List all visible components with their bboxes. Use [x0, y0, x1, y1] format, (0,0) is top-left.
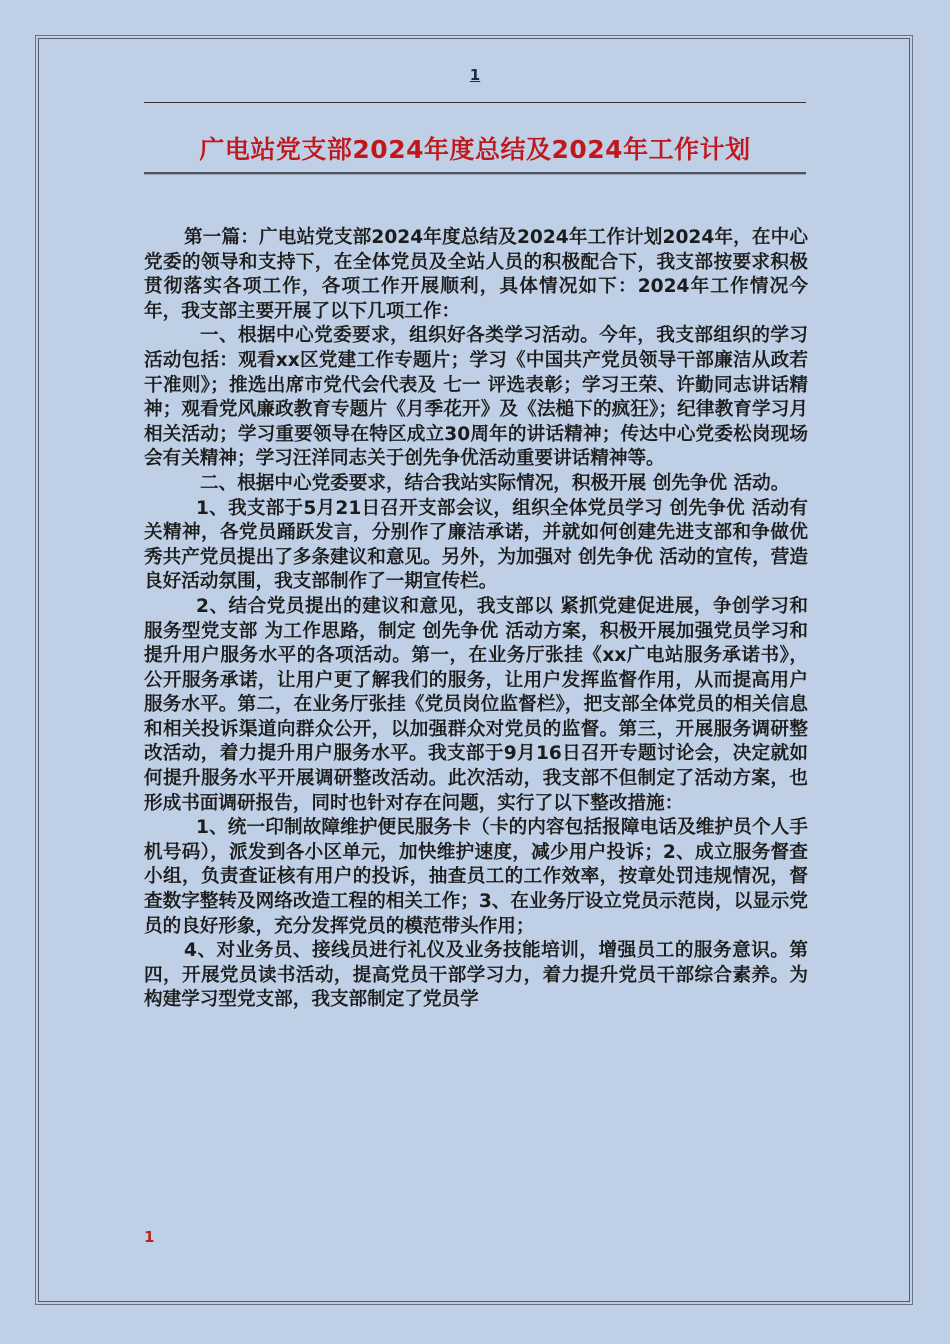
footer-page-number: 1: [144, 1228, 155, 1246]
paragraph-measures: 1、统一印制故障维护便民服务卡（卡的内容包括报障电话及维护员个人手机号码），派发到各小区单元，加快维护速度，减少用户投诉；2、成立服务督查小组，负责查证核有用户的投诉，抽查员工的工作效率，按章处罚违规情况，督查数字整转及网络改造工程的相关工作；3、在业务厅设立党员示范岗，以显示党员的良好形象，充分发挥党员的模范带头作用；: [144, 817, 808, 937]
paragraph-section-two: 二、根据中心党委要求，结合我站实际情况，积极开展 创先争优 活动。: [200, 472, 790, 494]
document-body: [144, 226, 808, 1013]
paragraph-item-four: 4、对业务员、接线员进行礼仪及业务技能培训，增强员工的服务意识。第四，开展党员读书活动，提高党员干部学习力，着力提升党员干部综合素养。为构建学习型党支部，我支部制定了党员学: [144, 940, 808, 1011]
document-title: 广电站党支部2024年度总结及2024年工作计划: [199, 135, 751, 164]
paragraph-item-two: 2、结合党员提出的建议和意见，我支部以 紧抓党建促进展，争创学习和服务型党支部 为工作思路，制定 创先争优 活动方案，积极开展加强党员学习和 提升用户服务水平的各项活动。第一，在业务厅张挂《xx广电站服务承诺书》，公开服务承诺，让用户更了解我们的服务，让用户发挥监督作用，从而提高用户服务水平。第二，在业务厅张挂《党员岗位监督栏》，把支部全体党员的相关信息和相关投诉渠道向群众公开，以加强群众对党员的监督。第三，开展服务调研整改活动，着力提升用户服务水平。我支部于9月16日召开专题讨论会，决定就如何提升服务水平开展调研整改活动。此次活动，我支部不但制定了活动方案，也形成书面调研报告，同时也针对存在问题，实行了以下整改措施：: [144, 595, 808, 814]
title-divider: [144, 172, 806, 174]
header-divider: [144, 102, 806, 103]
paragraph-intro: 第一篇：广电站党支部2024年度总结及2024年工作计划2024年，在中心党委的领导和支持下，在全体党员及全站人员的积极配合下，我支部按要求积极贯彻落实各项工作，各项工作开展顺利，具体情况如下：2024年工作情况今年，我支部主要开展了以下几项工作：: [144, 227, 808, 322]
header-page-number: 1: [469, 66, 481, 84]
paragraph-section-one: 一、根据中心党委要求，组织好各类学习活动。今年，我支部组织的学习活动包括：观看xx区党建工作专题片；学习《中国共产党员领导干部廉洁从政若干准则》；推选出席市党代会代表及 七一 评选表彰；学习王荣、许勤同志讲话精神；观看党风廉政教育专题片《月季花开》及《法槌下的疯狂》；纪律教育学习月相关活动；学习重要领导在特区成立30周年的讲话精神；传达中心党委松岗现场会有关精神；学习汪洋同志关于创先争优活动重要讲话精神等。: [144, 325, 808, 470]
paragraph-item-one: 1、我支部于5月21日召开支部会议，组织全体党员学习 创先争优 活动有关精神，各党员踊跃发言，分别作了廉洁承诺，并就如何创建先进支部和争做优秀共产党员提出了多条建议和意见。另外，为加强对 创先争优 活动的宣传，营造良好活动氛围，我支部制作了一期宣传栏。: [144, 497, 808, 593]
